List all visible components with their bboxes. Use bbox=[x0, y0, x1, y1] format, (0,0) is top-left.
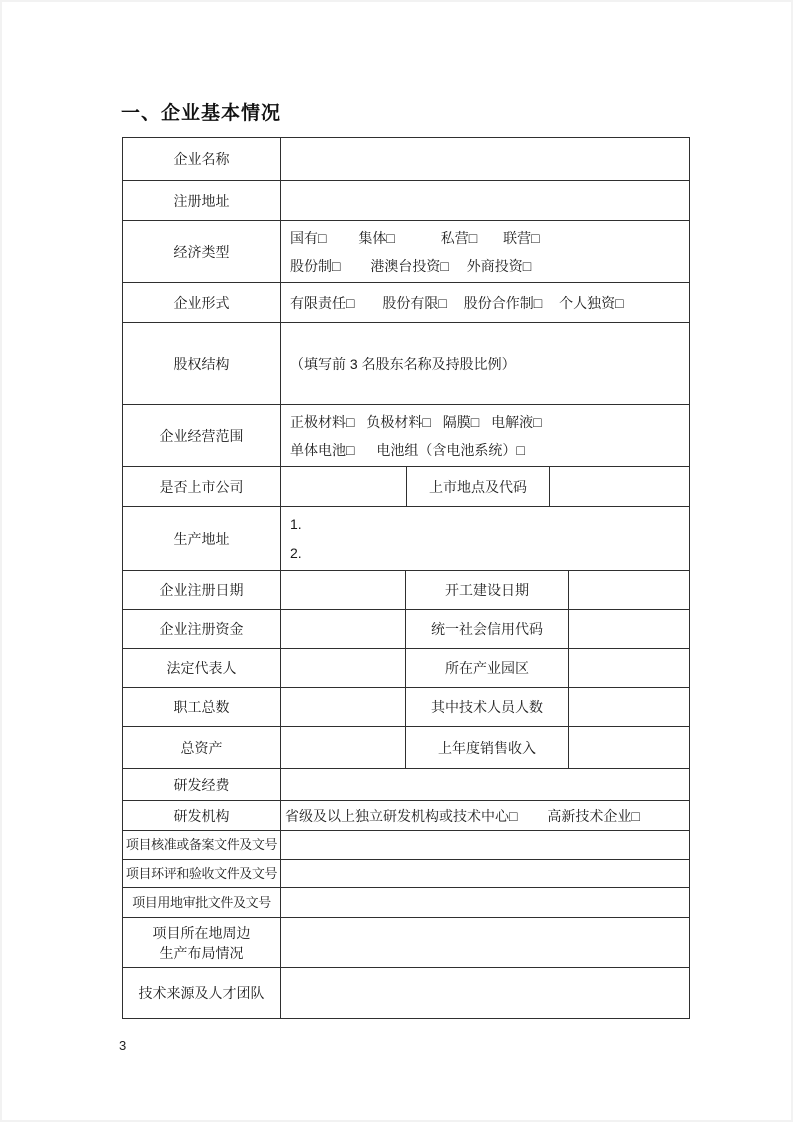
option-line bbox=[290, 252, 687, 280]
field-label: 企业形式 bbox=[173, 294, 230, 311]
checkbox-option-provincial-rd-center[interactable]: 省级及以上独立研发机构或技术中心□ bbox=[285, 807, 518, 824]
option-line bbox=[290, 436, 687, 464]
checkbox-option-electrolyte[interactable]: 电解液□ bbox=[491, 413, 542, 430]
field-label: 股权结构 bbox=[173, 355, 230, 372]
field-label: 开工建设日期 bbox=[445, 582, 529, 598]
economic-type-options bbox=[281, 221, 689, 282]
option-line bbox=[285, 804, 687, 828]
technical-staff-count-field[interactable] bbox=[569, 688, 689, 726]
field-label: 项目环评和验收文件及文号 bbox=[125, 865, 278, 881]
table-row bbox=[123, 769, 689, 801]
table-row bbox=[123, 571, 689, 610]
table-row bbox=[123, 649, 689, 688]
listed-company-field[interactable] bbox=[281, 467, 407, 506]
project-eia-doc-field[interactable] bbox=[281, 860, 689, 887]
option-line bbox=[290, 408, 687, 436]
project-land-doc-field[interactable] bbox=[281, 888, 689, 917]
project-approval-doc-field[interactable] bbox=[281, 831, 689, 859]
registered-capital-field[interactable] bbox=[281, 610, 406, 648]
social-credit-code-label bbox=[406, 610, 569, 648]
table-row bbox=[123, 507, 689, 571]
table-row bbox=[123, 727, 689, 769]
surrounding-layout-label bbox=[123, 918, 281, 967]
field-label: 项目用地审批文件及文号 bbox=[132, 894, 271, 910]
enterprise-name-field[interactable] bbox=[281, 138, 689, 180]
listing-place-code-field[interactable] bbox=[550, 467, 689, 506]
checkbox-option-joint-venture[interactable]: 联营□ bbox=[503, 229, 540, 246]
tech-source-team-field[interactable] bbox=[281, 968, 689, 1018]
rd-institution-label bbox=[123, 801, 281, 830]
checkbox-option-collective[interactable]: 集体□ bbox=[358, 229, 395, 246]
total-assets-field[interactable] bbox=[281, 727, 406, 768]
field-label: 生产地址 bbox=[173, 530, 230, 547]
rd-budget-label bbox=[123, 769, 281, 800]
address-line-1: 1. bbox=[290, 515, 302, 532]
legal-representative-field[interactable] bbox=[281, 649, 406, 687]
table-row bbox=[123, 801, 689, 831]
rd-institution-options bbox=[281, 801, 689, 830]
total-assets-label bbox=[123, 727, 281, 768]
checkbox-option-cathode-material[interactable]: 正极材料□ bbox=[290, 413, 355, 430]
total-employees-label bbox=[123, 688, 281, 726]
checkbox-option-battery-pack[interactable]: 电池组（含电池系统）□ bbox=[376, 441, 525, 458]
surrounding-layout-field[interactable] bbox=[281, 918, 689, 967]
checkbox-option-hk-macao-taiwan-investment[interactable]: 港澳台投资□ bbox=[370, 257, 449, 274]
enterprise-info-table bbox=[122, 137, 690, 1019]
field-label: 研发经费 bbox=[173, 776, 230, 793]
registered-address-label bbox=[123, 181, 281, 220]
production-address-field[interactable] bbox=[281, 507, 689, 570]
business-scope-options bbox=[281, 405, 689, 466]
field-label: 企业经营范围 bbox=[159, 427, 244, 444]
table-row bbox=[123, 181, 689, 221]
tech-source-team-label bbox=[123, 968, 281, 1018]
registration-date-label bbox=[123, 571, 281, 609]
project-eia-doc-label bbox=[123, 860, 281, 887]
enterprise-form-options bbox=[281, 283, 689, 322]
project-approval-doc-label bbox=[123, 831, 281, 859]
industrial-park-field[interactable] bbox=[569, 649, 689, 687]
field-label: 其中技术人员人数 bbox=[431, 699, 543, 715]
listing-place-code-label bbox=[407, 467, 550, 506]
table-row bbox=[123, 405, 689, 467]
field-label: 企业注册资金 bbox=[159, 621, 244, 637]
legal-representative-label bbox=[123, 649, 281, 687]
production-address-label bbox=[123, 507, 281, 570]
field-label: 经济类型 bbox=[173, 243, 230, 260]
checkbox-option-foreign-investment[interactable]: 外商投资□ bbox=[466, 257, 532, 274]
total-employees-field[interactable] bbox=[281, 688, 406, 726]
field-label: 统一社会信用代码 bbox=[431, 621, 543, 637]
listed-company-label bbox=[123, 467, 281, 506]
option-line bbox=[290, 224, 687, 252]
table-row bbox=[123, 221, 689, 283]
address-line-2: 2. bbox=[290, 544, 302, 561]
social-credit-code-field[interactable] bbox=[569, 610, 689, 648]
checkbox-option-shareholding[interactable]: 股份制□ bbox=[290, 257, 341, 274]
table-row bbox=[123, 283, 689, 323]
project-land-doc-label bbox=[123, 888, 281, 917]
rd-budget-field[interactable] bbox=[281, 769, 689, 800]
construction-start-date-label bbox=[406, 571, 569, 609]
field-label: 上年度销售收入 bbox=[438, 739, 536, 756]
table-row bbox=[123, 323, 689, 405]
business-scope-label bbox=[123, 405, 281, 466]
field-label: 总资产 bbox=[180, 739, 223, 756]
checkbox-option-limited-liability[interactable]: 有限责任□ bbox=[290, 294, 355, 311]
checkbox-option-private[interactable]: 私营□ bbox=[440, 229, 478, 246]
construction-start-date-field[interactable] bbox=[569, 571, 689, 609]
table-row bbox=[123, 831, 689, 860]
last-year-sales-field[interactable] bbox=[569, 727, 689, 768]
field-label: 项目所在地周边 bbox=[152, 924, 251, 941]
table-row bbox=[123, 918, 689, 968]
registered-address-field[interactable] bbox=[281, 181, 689, 220]
enterprise-form-label bbox=[123, 283, 281, 322]
industrial-park-label bbox=[406, 649, 569, 687]
checkbox-option-single-cell[interactable]: 单体电池□ bbox=[290, 441, 355, 458]
field-label: 所在产业园区 bbox=[445, 660, 529, 676]
equity-structure-label bbox=[123, 323, 281, 404]
field-label: 企业名称 bbox=[173, 151, 230, 167]
checkbox-option-sole-proprietorship[interactable]: 个人独资□ bbox=[559, 294, 624, 311]
fill-hint-text: （填写前 3 名股东名称及持股比例） bbox=[290, 355, 516, 372]
checkbox-option-stock-cooperative[interactable]: 股份合作制□ bbox=[463, 294, 543, 311]
economic-type-label bbox=[123, 221, 281, 282]
checkbox-option-separator[interactable]: 隔膜□ bbox=[442, 413, 480, 430]
checkbox-option-high-tech-enterprise[interactable]: 高新技术企业□ bbox=[547, 807, 640, 824]
field-label: 法定代表人 bbox=[166, 660, 237, 676]
table-row bbox=[123, 138, 689, 181]
checkbox-option-joint-stock[interactable]: 股份有限□ bbox=[382, 294, 447, 311]
technical-staff-count-label bbox=[406, 688, 569, 726]
section-title: 一、企业基本情况 bbox=[121, 103, 282, 124]
table-row bbox=[123, 610, 689, 649]
page-number: 3 bbox=[119, 1038, 127, 1053]
equity-structure-field[interactable] bbox=[281, 323, 689, 404]
field-label: 是否上市公司 bbox=[159, 478, 244, 495]
table-row bbox=[123, 860, 689, 888]
field-label: 上市地点及代码 bbox=[429, 478, 527, 495]
table-row bbox=[123, 888, 689, 918]
field-label: 项目核准或备案文件及文号 bbox=[125, 837, 278, 852]
field-label: 生产布局情况 bbox=[159, 944, 244, 961]
option-line bbox=[290, 289, 687, 317]
last-year-sales-label bbox=[406, 727, 569, 768]
checkbox-option-anode-material[interactable]: 负极材料□ bbox=[366, 413, 431, 430]
enterprise-name-label bbox=[123, 138, 281, 180]
registered-capital-label bbox=[123, 610, 281, 648]
field-label: 职工总数 bbox=[173, 699, 230, 715]
field-label: 注册地址 bbox=[173, 192, 230, 209]
checkbox-option-state-owned[interactable]: 国有□ bbox=[290, 229, 327, 246]
table-row bbox=[123, 467, 689, 507]
field-label: 企业注册日期 bbox=[159, 582, 244, 598]
field-label: 技术来源及人才团队 bbox=[138, 985, 265, 1001]
table-row bbox=[123, 968, 689, 1018]
registration-date-field[interactable] bbox=[281, 571, 406, 609]
field-label: 研发机构 bbox=[173, 807, 230, 824]
table-row bbox=[123, 688, 689, 727]
